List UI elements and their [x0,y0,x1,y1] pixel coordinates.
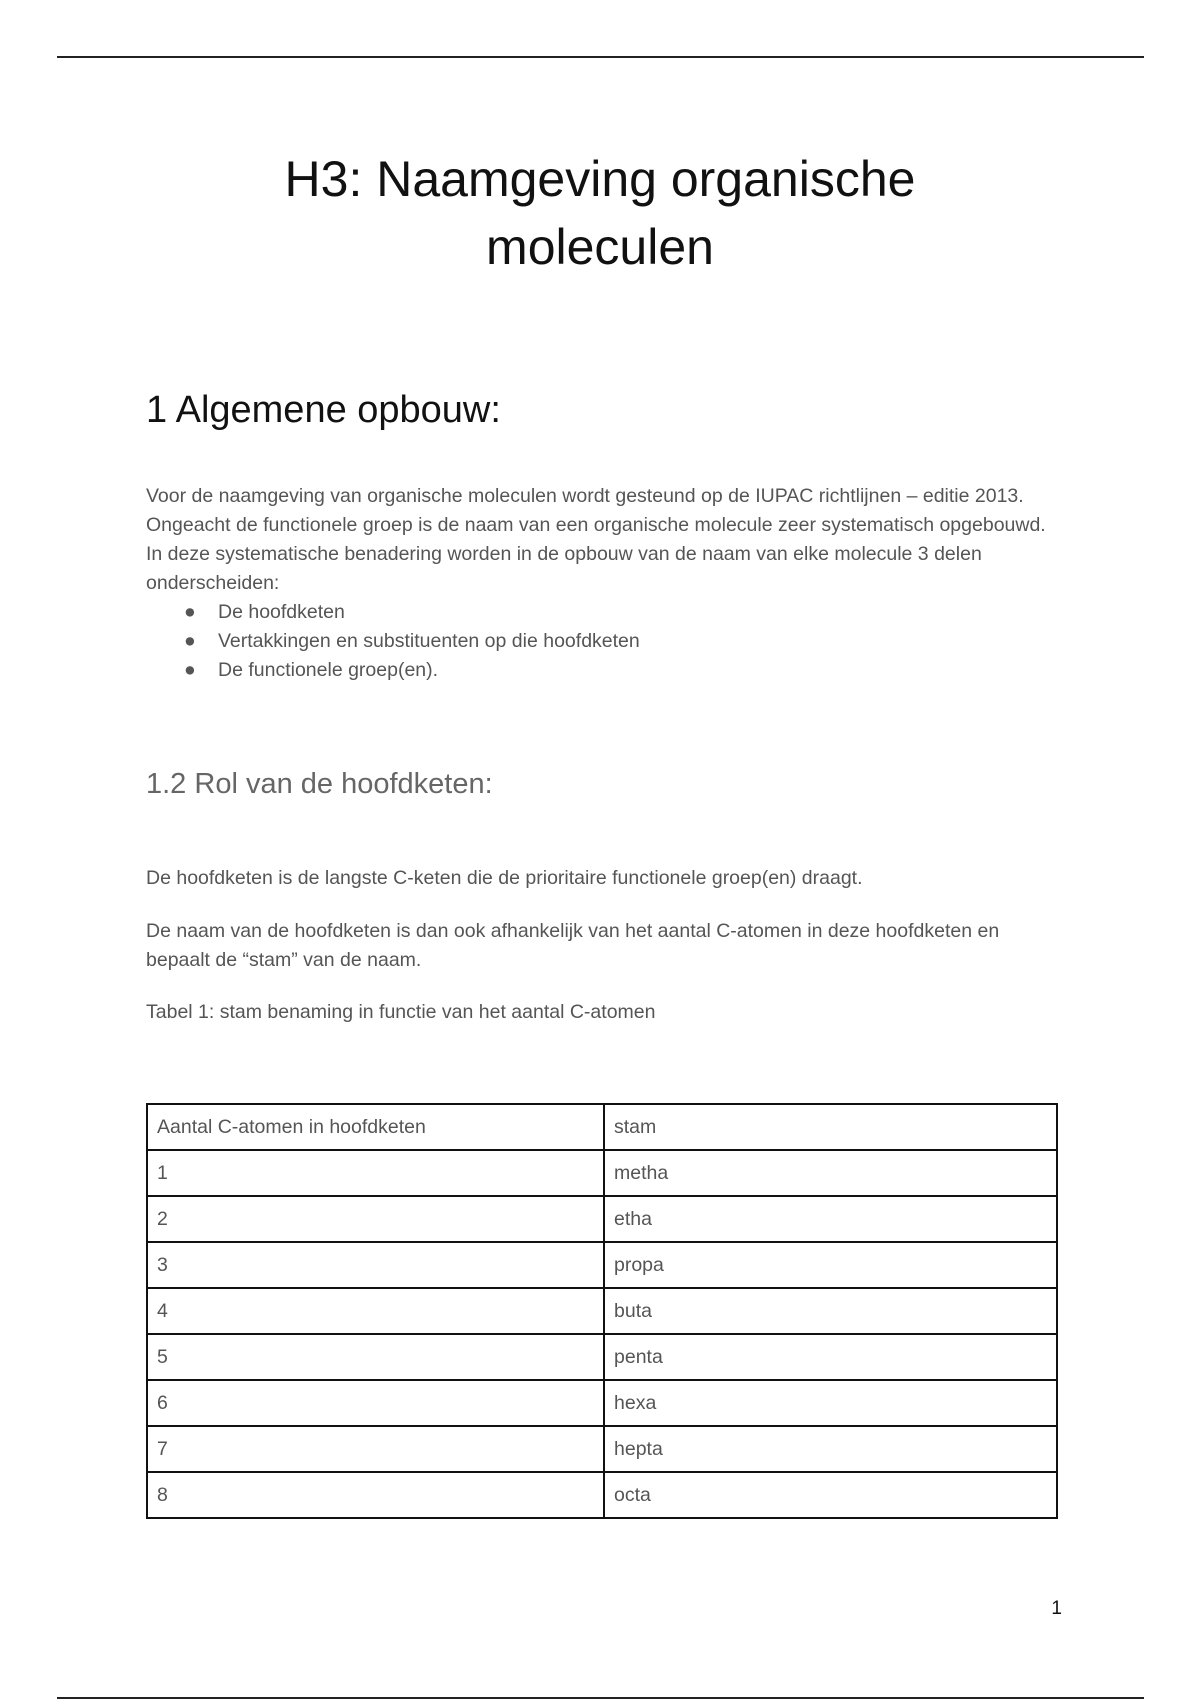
table-row [147,1150,1057,1196]
list-item [146,656,1060,685]
intro-text [146,482,1060,685]
table-cell-count: 6 [147,1380,604,1426]
bullet-icon: ● [184,630,196,652]
table-row [147,1380,1057,1426]
table-row [147,1196,1057,1242]
table-row [147,1334,1057,1380]
table-cell-count: 8 [147,1472,604,1518]
table-cell-count: 5 [147,1334,604,1380]
list-item-text: De functionele groep(en). [218,659,439,681]
table-cell-stem: metha [604,1150,1057,1196]
table-cell-count: 4 [147,1288,604,1334]
name-parts-list [146,598,1060,685]
table-header-row [147,1104,1057,1150]
table-row [147,1288,1057,1334]
bullet-icon: ● [184,601,196,623]
stem-table [146,1103,1058,1519]
section-heading-rol-hoofdketen: 1.2 Rol van de hoofdketen: [146,768,493,800]
page-number: 1 [1051,1598,1062,1619]
table-cell-stem: etha [604,1196,1057,1242]
paragraph-stam-explanation: De naam van de hoofdketen is dan ook afhankelijk van het aantal C-atomen in deze hoofdketen en bepaalt de “stam” van de naam. [146,920,1000,971]
list-item [146,627,1060,656]
table-cell-stem: octa [604,1472,1057,1518]
table-cell-stem: hepta [604,1426,1057,1472]
document-title [0,145,1200,281]
paragraph-hoofdketen-definition: De hoofdketen is de langste C-keten die de prioritaire functionele groep(en) draagt. [146,867,863,889]
top-rule [57,56,1144,58]
table-cell-stem: propa [604,1242,1057,1288]
table-row [147,1242,1057,1288]
bullet-icon: ● [184,659,196,681]
table-row [147,1426,1057,1472]
table-cell-stem: penta [604,1334,1057,1380]
list-item [146,598,1060,627]
table-header-cell: Aantal C-atomen in hoofdketen [147,1104,604,1150]
document-title-line-2: moleculen [486,219,714,275]
document-title-line-1: H3: Naamgeving organische [284,151,916,207]
list-item-text: Vertakkingen en substituenten op die hoofdketen [218,630,640,652]
intro-paragraph-2: Ongeacht de functionele groep is de naam van een organische molecule zeer systematisch opgebouwd. In deze systematische benadering worden in de opbouw van de naam van elke molecule 3 delen onderscheiden: [146,514,1046,594]
table-cell-stem: buta [604,1288,1057,1334]
table-cell-stem: hexa [604,1380,1057,1426]
table-cell-count: 2 [147,1196,604,1242]
table-row [147,1472,1057,1518]
table-header-cell: stam [604,1104,1057,1150]
intro-paragraph-1: Voor de naamgeving van organische moleculen wordt gesteund op de IUPAC richtlijnen – editie 2013. [146,485,1024,507]
bottom-rule [57,1697,1144,1699]
table-caption: Tabel 1: stam benaming in functie van het aantal C-atomen [146,1001,656,1023]
table-cell-count: 7 [147,1426,604,1472]
list-item-text: De hoofdketen [218,601,345,623]
table-cell-count: 3 [147,1242,604,1288]
section-heading-algemene-opbouw: 1 Algemene opbouw: [146,389,501,431]
table-cell-count: 1 [147,1150,604,1196]
